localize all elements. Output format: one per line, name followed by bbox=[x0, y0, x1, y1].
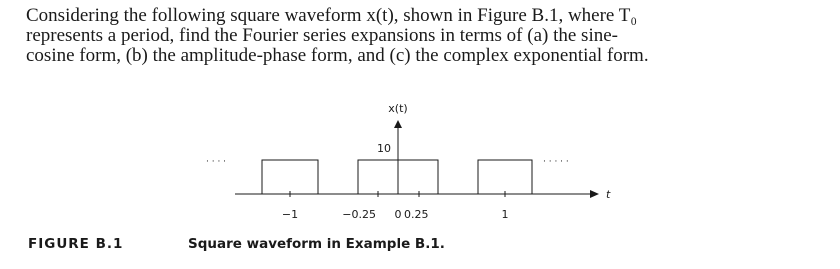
time-axis-arrow-icon bbox=[590, 190, 599, 198]
figure-caption-text: Square waveform in Example B.1. bbox=[188, 236, 445, 252]
tick-label-pos025: 0.25 bbox=[404, 208, 429, 221]
tick-label-neg025: −0.25 bbox=[342, 208, 376, 221]
tick-label-neg1: −1 bbox=[281, 208, 299, 221]
ellipsis-left: · · · · bbox=[206, 157, 227, 167]
amplitude-label: 10 bbox=[377, 142, 391, 155]
amplitude-axis-arrow-icon bbox=[394, 120, 402, 128]
problem-line-1: Considering the following square waveform x(t), shown in Figure B.1, where T₀ bbox=[26, 5, 637, 26]
figure-caption bbox=[28, 236, 445, 252]
x-axis-label: t bbox=[606, 188, 611, 201]
problem-line-3: cosine form, (b) the amplitude-phase form, and (c) the complex exponential form. bbox=[26, 45, 649, 66]
tick-label-pos1: 1 bbox=[501, 208, 509, 221]
ellipsis-right: · · · · · bbox=[543, 157, 569, 167]
problem-line-2: represents a period, find the Fourier series expansions in terms of (a) the sine- bbox=[26, 25, 618, 46]
y-axis-label: x(t) bbox=[388, 102, 408, 115]
figure-number: FIGURE B.1 bbox=[28, 236, 124, 252]
tick-label-zero: 0 bbox=[394, 208, 402, 221]
